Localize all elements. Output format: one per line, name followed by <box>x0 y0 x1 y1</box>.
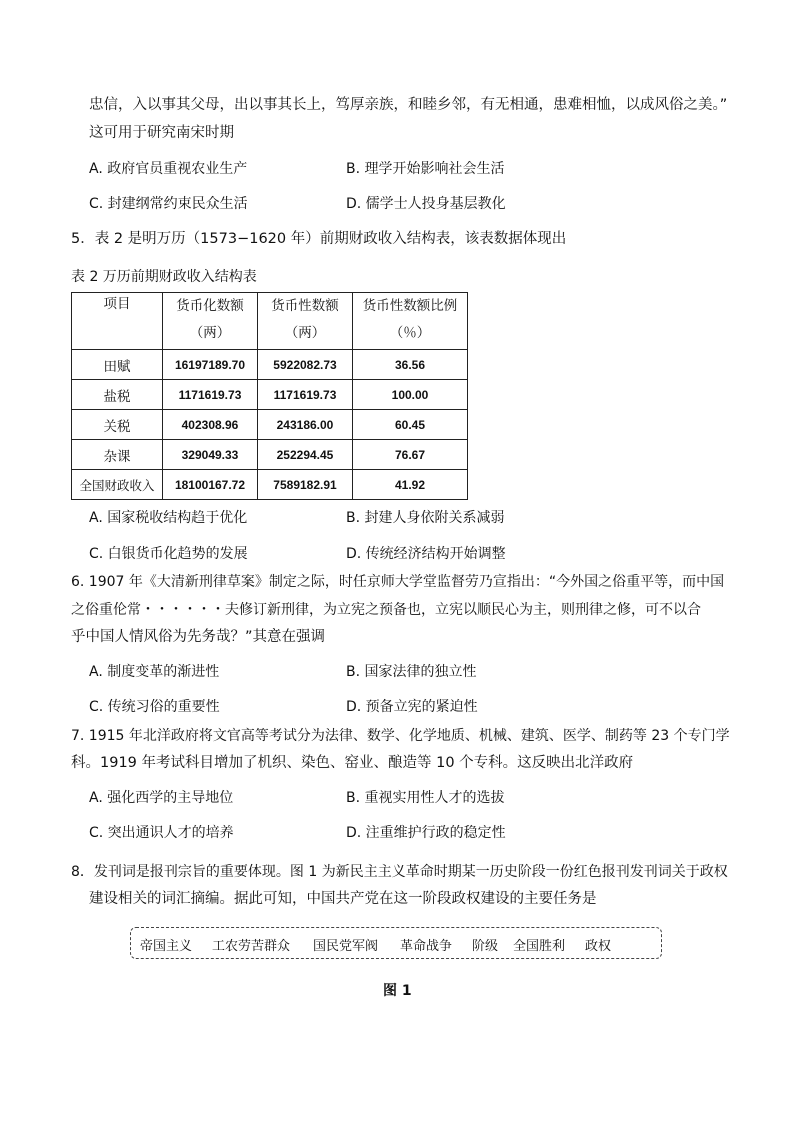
cell-monetized: 1171619.73 <box>163 380 258 410</box>
q6-stem-line-1: 6. 1907 年《大清新刑律草案》制定之际，时任京师大学堂监督劳乃宣指出：“今外国之俗重平等，而中国 <box>71 574 725 590</box>
q6-option-a[interactable]: A. 制度变革的渐进性 <box>89 664 220 680</box>
q8-stem-line-1: 8．发刊词是报刊宗旨的重要体现。图 1 为新民主主义革命时期某一历史阶段一份红色报刊发刊词关于政权 <box>71 864 728 880</box>
header-monetized-amount: 货币化数额（两） <box>163 293 258 350</box>
table-row <box>72 440 468 470</box>
q6-stem-line-2: 之俗重伦常・・・・・・夫修订新刑律，为立宪之预备也，立宪以顺民心为主，则刑律之修，可不以合 <box>71 602 701 618</box>
cell-ratio: 76.67 <box>353 440 468 470</box>
keyword-box <box>130 927 662 959</box>
cell-ratio: 100.00 <box>353 380 468 410</box>
q7-option-c[interactable]: C. 突出通识人才的培养 <box>89 825 234 841</box>
keyword: 阶级 <box>472 939 499 954</box>
q4-stem-line-1: 忠信，入以事其父母，出以事其长上，笃厚亲族，和睦乡邻，有无相通，患难相恤，以成风俗之美。” <box>89 97 728 113</box>
cell-monetary: 1171619.73 <box>258 380 353 410</box>
keyword: 革命战争 <box>400 939 453 954</box>
q5-option-b[interactable]: B. 封建人身依附关系减弱 <box>346 510 505 526</box>
q7-stem-line-1: 7. 1915 年北洋政府将文官高等考试分为法律、数学、化学地质、机械、建筑、医学、制药等 23 个专门学 <box>71 728 730 744</box>
q5-option-c[interactable]: C. 白银货币化趋势的发展 <box>89 546 248 562</box>
cell-monetary: 243186.00 <box>258 410 353 440</box>
q6-stem-line-3: 乎中国人情风俗为先务哉？”其意在强调 <box>71 629 326 645</box>
header-monetary-ratio: 货币性数额比例（％） <box>353 293 468 350</box>
q7-option-d[interactable]: D. 注重维护行政的稳定性 <box>346 825 506 841</box>
q5-option-d[interactable]: D. 传统经济结构开始调整 <box>346 546 506 562</box>
q7-option-b[interactable]: B. 重视实用性人才的选拔 <box>346 790 505 806</box>
keyword: 国民党军阀 <box>313 939 379 954</box>
figure-label: 图 1 <box>383 983 412 999</box>
cell-monetary: 252294.45 <box>258 440 353 470</box>
q4-option-a[interactable]: A. 政府官员重视农业生产 <box>89 161 248 177</box>
q4-option-c[interactable]: C. 封建纲常约束民众生活 <box>89 196 248 212</box>
table-row <box>72 470 468 500</box>
cell-monetized: 402308.96 <box>163 410 258 440</box>
table-row <box>72 350 468 380</box>
cell-ratio: 36.56 <box>353 350 468 380</box>
header-item: 项目 <box>72 293 163 350</box>
revenue-table <box>71 292 468 500</box>
q6-option-b[interactable]: B. 国家法律的独立性 <box>346 664 477 680</box>
row-label: 杂课 <box>72 440 163 470</box>
q4-stem-line-2: 这可用于研究南宋时期 <box>89 125 234 141</box>
header-monetary-amount: 货币性数额（两） <box>258 293 353 350</box>
row-label: 盐税 <box>72 380 163 410</box>
q7-option-a[interactable]: A. 强化西学的主导地位 <box>89 790 234 806</box>
row-label: 关税 <box>72 410 163 440</box>
q5-option-a[interactable]: A. 国家税收结构趋于优化 <box>89 510 248 526</box>
q5-stem: 5．表 2 是明万历（1573−1620 年）前期财政收入结构表，该表数据体现出 <box>71 231 567 247</box>
cell-ratio: 60.45 <box>353 410 468 440</box>
keyword: 工农劳苦群众 <box>212 939 291 954</box>
row-label: 全国财政收入 <box>72 470 163 500</box>
table-row <box>72 380 468 410</box>
table-row <box>72 410 468 440</box>
keyword: 帝国主义 <box>140 939 193 954</box>
table-header-row <box>72 293 468 350</box>
row-label: 田赋 <box>72 350 163 380</box>
keyword: 全国胜利 <box>513 939 566 954</box>
cell-monetary: 7589182.91 <box>258 470 353 500</box>
cell-monetized: 329049.33 <box>163 440 258 470</box>
keyword: 政权 <box>585 939 612 954</box>
cell-ratio: 41.92 <box>353 470 468 500</box>
cell-monetized: 16197189.70 <box>163 350 258 380</box>
q7-stem-line-2: 科。1919 年考试科目增加了机织、染色、窑业、酿造等 10 个专科。这反映出北洋政府 <box>71 755 634 771</box>
q6-option-d[interactable]: D. 预备立宪的紧迫性 <box>346 699 478 715</box>
cell-monetary: 5922082.73 <box>258 350 353 380</box>
q4-option-b[interactable]: B. 理学开始影响社会生活 <box>346 161 505 177</box>
cell-monetized: 18100167.72 <box>163 470 258 500</box>
q8-stem-line-2: 建设相关的词汇摘编。据此可知，中国共产党在这一阶段政权建设的主要任务是 <box>89 891 597 907</box>
q6-option-c[interactable]: C. 传统习俗的重要性 <box>89 699 220 715</box>
table-caption: 表 2 万历前期财政收入结构表 <box>71 269 257 285</box>
q4-option-d[interactable]: D. 儒学士人投身基层教化 <box>346 196 506 212</box>
